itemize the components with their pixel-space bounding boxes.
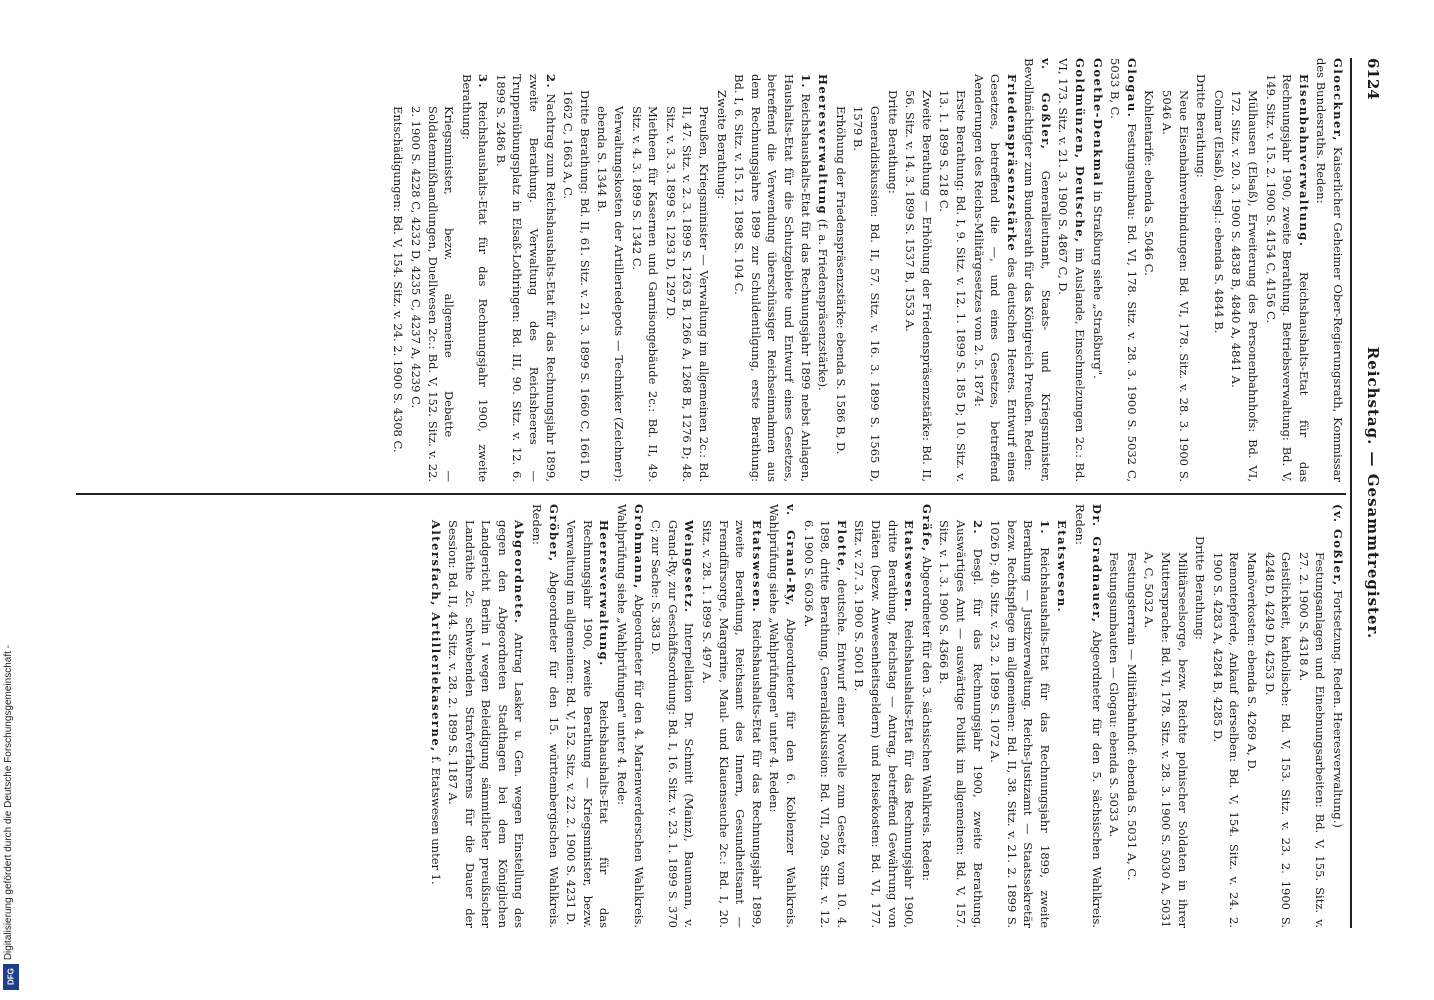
index-entry [1106,504,1123,928]
index-entry [648,504,698,928]
footer [3,590,19,990]
entry-text: f. Etatswesen unter 1. [428,756,443,885]
index-entry [1228,58,1261,482]
entry-text: Desgl. für das Rechnungsjahr 1900, zweite Berathung. Auswärtiges Amt — auswärtige Politik im allgemeinen: Bd. V, 157. Sitz. v. 1. 3. 1900 S. 4366 B. [937,520,985,928]
entry-text: Festungsanlagen und Einebnungsarbeiten: Bd. V, 155. Sitz. v. 27. 2. 1900 S. 4318 A. [1296,552,1328,928]
entry-heading: Glogau. [1124,58,1139,119]
index-entry [613,504,646,928]
index-entry [563,504,613,928]
entry-text: Kohlentarife: ebenda S. 5046 C. [1142,90,1157,276]
index-entry [1192,504,1209,928]
column-divider [76,493,1346,495]
index-entry [1141,504,1191,928]
entry-text: Fortsetzung. Reden. Heeresverwaltung.) [1331,590,1345,828]
entry-heading: Etatswesen. [1055,520,1070,614]
entry-text: Abgeordneter für den 4. Marienwerderschen Wahlkreis. Wahlprüfung siehe „Wahlprüfungen" unter 4. Rede: [615,504,646,928]
index-entry [560,58,593,482]
entry-text: deutsche. Entwurf einer Novelle zum Gesetz vom 10. 4. 1898, dritte Berathung, Generaldiskussion: Bd. VII, 209. Sitz. v. 12. 6. 1900 S. 6036 A. [801,520,849,928]
entry-heading: Weingesetz. [682,520,697,614]
funding-note: Digitalisierung gefördert durch die Deutsche Forschungsgemeinschaft - [3,644,14,960]
entry-text: Zweite Berathung — Erhöhung der Friedenspräsenzstärke: Bd. II, 56. Sitz. v. 14. 3. 1899 S. 1537 B, 1553 A. [903,90,934,482]
index-entry [445,504,528,928]
entry-text: Interpellation Dr. Schmitt (Mainz), Baumann, v. Grand-Ry, zur Geschäftsordnung: Bd. I, 16. Sitz. v. 23. 1. 1899 S. 370 C; zur Sache: S. 383 D. [649,520,697,928]
entry-heading: Grohmann, [631,504,646,590]
index-entry [851,504,917,928]
index-entry [1089,58,1106,482]
dfg-logo: DFG [3,964,19,990]
left-column [76,58,1346,482]
page-number: 6124 [1364,58,1382,100]
entry-heading: Eisenbahnverwaltung. [1296,74,1311,248]
index-entry [1243,504,1260,928]
entry-heading: Goldmünzen, Deutsche, [1073,58,1088,244]
index-entry [1141,58,1158,482]
entry-text: Festungsumbau: Bd. VI, 178. Sitz. v. 28. 3. 1900 S. 5032 C, 5033 B, C. [1108,58,1139,482]
entry-text: Generaldiskussion: Bd. II, 57. Sitz. v. 16. 3. 1899 S. 1565 D, 1579 B. [851,106,882,482]
entry-text: Abgeordneter für den 5. sächsischen Wahlkreis. Reden: [1073,504,1104,928]
entry-heading: Dr. Gradnauer, [1089,504,1104,624]
entry-text: Mietheen für Kasernen und Garnisongebäude 2c.: Bd. II, 49. Sitz. v. 4. 3. 1899 S. 1342 C. [629,106,661,482]
entry-text: Nachtrag zum Reichshaushalts-Etat für das Rechnungsjahr 1899, zweite Berathung. Verwaltung des Reichsheeres — Truppenübungsplatz in Elsaß-Lothringen: Bd. III, 90. Sitz. v. 12. 6. 1899 S. 2486 B. [493,74,558,482]
index-entry [970,58,1020,482]
entry-text: Reichshaushalts-Etat für das Rechnungsjahr 1900, dritte Berathung, Reichstag — Antrag, betreffend Gewährung von Diäten (bezw. Anwesenheitsgeldern) und Reisekosten: Bd. VI, 177. Sitz. v. 27. 3. 1900 S. 5001 B. [852,520,917,928]
index-entry [698,504,764,928]
entry-text: Festungsterrain — Militärbahnhof: ebenda S. 5031 A, C. [1124,552,1139,881]
right-column [76,504,1346,928]
entry-text: Neue Eisenbahnverbindungen: Bd. VI, 178. Sitz. v. 28. 3. 1900 S. 5046 A. [1160,90,1191,482]
index-entry [1158,58,1191,482]
entry-text: Dritte Berathung: [885,90,900,194]
entry-heading: 1. [798,74,813,90]
index-entry [1055,58,1088,482]
entry-text: Zweite Berathung: [714,90,729,200]
entry-text: Reichshaushalts-Etat für das Rechnungsjahr 1899 nebst Anlagen, Haushalts-Etat für die Schutzgebiete und Entwurf eines Gesetzes, betreffend die Verwendung überschüssiger Reichseinnahmen aus dem Rechnungsjahre 1899 zur Schuldentilgung, erste Berathung: Bd. I, 6. Sitz. v. 15. 12. 1898 S. 104 C. [732,74,813,482]
index-entry [1054,504,1071,928]
entry-text: Dritte Berathung: [1193,536,1208,640]
entry-text: Reichshaushalts-Etat für das Rechnungsjahr 1900, zweite Berathung. Betriebsverwaltung: Bd. V, 149. Sitz. v. 15. 2. 1900 S. 4154 C, 4156 C. [1263,74,1311,482]
entry-heading: Heeresverwaltung [816,74,831,216]
index-entry [1261,504,1294,928]
entry-heading: 2. [543,74,558,90]
index-entry [1107,58,1140,482]
entry-text: Kaiserlicher Geheimer Ober-Regierungsrath, Kommissar des Bundesraths. Reden: [1314,58,1345,482]
entry-text: des deutschen Heeres. Entwurf eines Gesetzes, betreffend die —, und eines Gesetzes, betreffend Aenderungen des Reichs-Militärgesetzes vom 2. 5. 1874: [971,74,1019,482]
entry-heading: Gräfe, [919,504,934,553]
entry-text: Kriegsminister, bezw. allgemeine Debatte — Soldatenmißhandlungen, Duellwesen 2c.: Bd. V, 152. Sitz. v. 22. 2. 1900 S. 4228 C, 4232 D, 4235 C, 4237 A, 4239 C. [408,106,457,482]
index-entry [407,58,457,482]
index-entry [832,58,849,482]
entry-heading: Heeresverwaltung. [597,520,612,667]
entry-text: Erhöhung der Friedenspräsenzstärke: ebenda S. 1586 B, D. [833,106,848,455]
index-entry [1295,504,1328,928]
entry-text: Abgeordneter für den 6. Koblenzer Wahlkreis. Wahlprüfung siehe „Wahlprüfungen" unter 4. Reden: [767,504,798,928]
index-entry [1313,58,1346,482]
index-entry [850,58,883,482]
entry-text: Mülhausen (Elsaß), Erweiterung des Personenbahnhofs: Bd. VI, 172. Sitz. v. 20. 3. 1900 S. 4838 B, 4840 A, 4841 A. [1229,90,1261,482]
index-entry [713,58,730,482]
entry-text: Reichshaushalts-Etat für das Rechnungsjahr 1899, zweite Berathung, Reichsamt des Innern, Gesundheitsamt — Fremdfürsorge, Margarine, Maul- und Klauenseuche 2c.: Bd. I, 20. Sitz. v. 28. 1. 1899 S. 497 A. [700,520,764,928]
entry-heading: Etatswesen. [749,520,764,614]
index-entry [662,58,712,482]
entry-text: Colmar (Elsaß), desgl.: ebenda S. 4844 B. [1211,90,1226,334]
index-entry [1210,58,1227,482]
entry-heading: v. Grand-Ry, [784,504,798,608]
index-entry [1123,504,1140,928]
index-entry [936,504,986,928]
entry-text: Dritte Berathung: [1194,74,1209,178]
index-entry [1209,504,1242,928]
entry-text: Festungsumbauten — Glogau: ebenda S. 5033 A. [1107,552,1122,838]
entry-text: in Straßburg siehe „Straßburg". [1090,190,1105,379]
entry-heading: Goethe-Denkmal [1090,58,1105,188]
index-entry [918,504,935,928]
index-entry [628,58,661,482]
index-entry [458,58,491,482]
entry-text: (f. a. Friedenspräsenzstärke). [816,218,831,391]
index-entry [766,504,799,928]
index-entry [1262,58,1312,482]
index-entry [492,58,558,482]
running-title: Reichstag. — Gesammtregister. [1364,346,1382,640]
entry-text: Preußen, Kriegsminister — Verwaltung im allgemeinen 2c.: Bd. II, 47. Sitz. v. 2. 3. 1899 S. 1263 B, 1266 A, 1268 B, 1276 D; 48. Sitz. v. 3. 3. 1899 S. 1293 D, 1297 D. [663,106,712,482]
entry-heading: v. Goßler, [1038,58,1053,151]
entry-heading: Flotte, [834,520,849,573]
entry-text: Geistlichkeit, katholische: Bd. V, 153. Sitz. v. 23. 2. 1900 S. 4248 D, 4249 D, 4253 D. [1262,552,1294,928]
entry-text: im Auslande, Einschmelzungen 2c.: Bd. VI, 173. Sitz. v. 21. 3. 1900 S. 4867 C, D. [1056,58,1088,482]
entry-text: Reichshaushalts-Etat für das Rechnungsjahr 1899, zweite Berathung — Justizverwaltung. Reichs-Justizamt — Staatssekretär bezw. Rechtspflege im allgemeinen: Bd. II, 38. Sitz. v. 21. 2. 1899 S. 1026 D; 40. Sitz. v. 23. 2. 1899 S. 1072 A. [988,520,1052,928]
entry-text: Reichshaushalts-Etat für das Rechnungsjahr 1900, zweite Berathung: [459,74,491,482]
entry-text: Abgeordneter für den 15. württembergischen Wahlkreis. Reden: [530,504,561,928]
index-entry [800,504,850,928]
index-entry [987,504,1053,928]
entry-text: Manöverkosten: ebenda S. 4269 A, D. [1245,552,1260,772]
entry-text: Dritte Berathung: Bd. II, 61. Sitz. v. 21. 3. 1899 S. 1660 C, 1661 D, 1662 C, 1663 A, C. [561,90,592,482]
entry-heading: (v. Goßler, [1331,504,1345,587]
entry-text: Entschädigungen: Bd. V, 154. Sitz. v. 24. 2. 1900 S. 4308 C. [391,106,406,453]
index-entry [1329,504,1346,928]
index-entry [1021,58,1054,482]
entry-text: Remontepferde, Ankauf derselben: Bd. V, 154. Sitz. v. 24. 2. 1900 S. 4283 A, 4284 B, 4285 D. [1210,552,1242,928]
index-entry [884,58,901,482]
page-header [1350,58,1392,928]
document-page [62,58,1392,928]
index-entry [731,58,814,482]
entry-heading: Abgeordnete. [512,520,527,625]
index-entry [390,58,407,482]
entry-heading: Friedenspräsenzstärke [1004,74,1019,253]
index-entry [594,58,627,482]
entry-text: Generalleutnant, Staats- und Kriegsminister, Bevollmächtigter zum Bundesrath für das Königreich Preußen. Reden: [1022,58,1053,482]
index-entry [936,58,969,482]
entry-text: Erste Berathung: Bd. I, 9. Sitz. v. 12. 1. 1899 S. 185 D; 10. Sitz. v. 13. 1. 1899 S. 218 C. [937,90,968,482]
index-entry [815,58,832,482]
entry-heading: Gloeckner, [1331,58,1345,143]
entry-heading: 3. [476,74,491,90]
entry-heading: 1. [1037,520,1052,536]
entry-text: Reichshaushalts-Etat für das Rechnungsjahr 1900, zweite Berathung — Kriegsminister, bezw. Verwaltung im allgemeinen: Bd. V, 152. Sitz. v. 22. 2. 1900 S. 4231 D. [564,520,612,928]
entry-text: Militärseelsorge, bezw. Reichte polnischer Soldaten in ihrer Muttersprache: Bd. VI, 178. Sitz. v. 28. 3. 1900 S. 5030 A, 5031 A, C, 5032 A. [1142,552,1190,928]
entry-heading: Gröber, [546,504,561,563]
index-entry [902,58,935,482]
entry-text: Verwaltungskosten der Artilleriedepots — Techniker (Zeichner): ebenda S. 1344 B. [595,106,627,482]
index-entry [1193,58,1210,482]
entry-heading: Etatswesen. [902,520,917,614]
index-entry [1072,504,1105,928]
entry-heading: Altersfach, Artilleriekaserne, [428,520,443,753]
entry-text: Antrag Lasker u. Gen. wegen Einstellung des gegen den Abgeordneten Stadthagen bei dem Königlichen Landgericht Berlin I wegen Beleidigung sämmtlicher preußischer Landräthe 2c. schwebenden Strafverfahrens für die Dauer der Session: Bd. II, 44. Sitz. v. 28. 2. 1899 S. 1187 A. [446,520,527,928]
entry-heading: 2. [970,520,985,536]
index-entry [529,504,562,928]
index-entry [427,504,444,928]
entry-text: Abgeordneter für den 3. sächsischen Wahlkreis. Reden: [919,556,934,881]
